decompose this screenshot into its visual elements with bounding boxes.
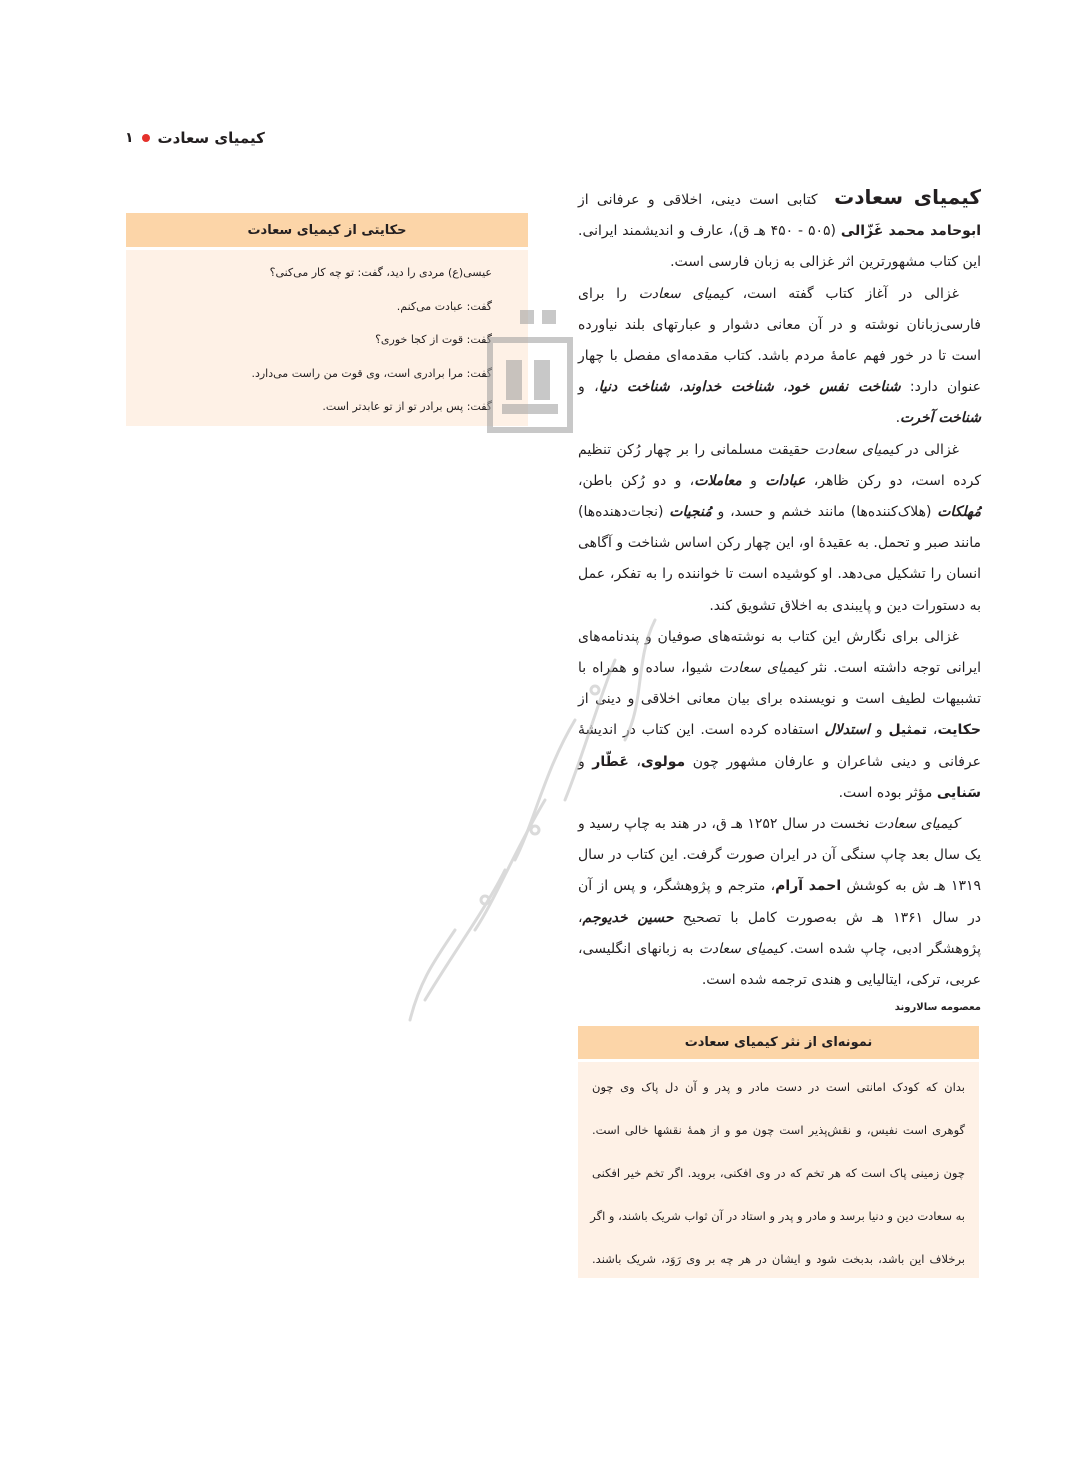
article-author: معصومه سالاروند	[894, 1002, 981, 1014]
author-name: ابوحامد محمد غَزّالی	[840, 223, 981, 240]
sample-line: چون زمینی پاک است که هر تخم که در وی افکنی، بروید. اگر تخم خیر افکنی	[592, 1166, 965, 1180]
story-line: گفت: قوت از کجا خوری؟	[375, 333, 492, 346]
text-run: را برای فارسی‌زبانان نوشته و در آن معانی دشوار و عبارتهای بلند نیاورده است تا در خور فهم عامهٔ مردم باشد. کتاب مقدمه‌ای مفصل با چهار عنوان دارد:	[578, 285, 981, 396]
text-run: غزالی در آغاز کتاب گفته است،	[742, 285, 959, 302]
paragraph-publication	[578, 809, 981, 996]
poet-name: مولوی	[640, 753, 686, 770]
text-run: شیوا، ساده و همراه با تشبیهات لطیف است و نویسنده برای بیان معانی اخلاقی و دینی از	[578, 660, 981, 708]
page-header	[125, 126, 325, 150]
paragraph-purpose	[578, 279, 981, 435]
text-run: استفاده کرده است. این کتاب در اندیشهٔ عرفانی و دینی شاعران و عارفان مشهور چون	[578, 722, 982, 770]
text-run: و	[578, 753, 585, 770]
text-run: به زبانهای انگلیسی، عربی، ترکی، ایتالیایی و هندی ترجمه شده است.	[578, 940, 981, 989]
story-lines	[126, 250, 528, 424]
story-line: گفت: مرا برادری است، وی قوت من راست می‌دارد.	[251, 366, 492, 380]
keyword: معاملات	[694, 472, 742, 489]
text-run: غزالی در	[905, 441, 959, 458]
paragraph-intro	[578, 182, 981, 279]
text-run: (هلاک‌کننده‌ها) مانند خشم و حسد، و	[717, 504, 932, 521]
book-name: کیمیای سعادت	[698, 940, 785, 957]
story-line: گفت: پس برادر تو از تو عابدتر است.	[322, 400, 492, 413]
text-run: حقیقت مسلمانی را بر چهار رُکن تنظیم کرده است، دو رکن ظاهر،	[578, 441, 982, 489]
sample-line: به سعادت دین و دنیا برسد و مادر و پدر و استاد در آن ثواب شریک باشند، و اگر	[590, 1209, 965, 1223]
article-title: کیمیای سعادت	[834, 185, 982, 209]
sample-lines	[578, 1062, 979, 1281]
text-run: مؤثر بوده است.	[838, 784, 933, 801]
text-run: (۵۰۵ - ۴۵۰ هـ ق)، عارف و اندیشمند ایرانی. این کتاب مشهورترین اثر غزالی به زبان فارسی است.	[578, 223, 981, 271]
article-body	[578, 182, 981, 1018]
sample-line: برخلاف این باشد، بدبخت شود و ایشان در هر چه بر وی رَوَد، شریک باشند.	[592, 1252, 965, 1266]
paragraph-pillars	[578, 435, 981, 622]
scholar-name: احمد آرام	[775, 878, 842, 895]
poet-name: سَنایی	[936, 784, 981, 801]
separator: ،	[932, 722, 938, 739]
story-box-title: حکایتی از کیمیای سعادت	[126, 213, 528, 250]
text-run: ، مترجم و پژوهشگر، و پس از آن در سال ۱۳۶۱ هـ ش به‌صورت کامل با تصحیح	[578, 878, 981, 926]
text-run: غزالی برای نگارش این کتاب به نوشته‌های صوفیان و پندنامه‌های ایرانی توجه داشته است. نثر	[578, 628, 982, 677]
story-line: گفت: عبادت می‌کنم.	[396, 299, 492, 313]
topic-heading: شناخت دنیا	[598, 379, 670, 396]
text-run: ، پژوهشگر ادبی، چاپ شده است.	[578, 909, 981, 957]
keyword: مُهلکات	[937, 504, 982, 521]
book-name: کیمیای سعادت	[718, 660, 806, 677]
text-run: ، و دو رُکن باطن،	[578, 472, 695, 489]
sample-prose-box	[578, 1026, 979, 1278]
poet-name: عَطّار	[592, 753, 629, 770]
text-run: کتابی است دینی، اخلاقی و عرفانی از	[578, 192, 818, 208]
book-name: کیمیای سعادت	[873, 816, 960, 833]
sample-line: بدان که کودک امانتی است در دست مادر و پدر و آن دل پاک وی چون	[592, 1080, 965, 1094]
separator: ،	[636, 753, 641, 770]
keyword: استدلال	[824, 722, 870, 739]
text-run: و	[875, 722, 883, 739]
running-title: کیمیای سعادت	[157, 129, 265, 147]
story-line: عیسی(ع) مردی را دید، گفت: تو چه کار می‌کنی؟	[269, 266, 492, 279]
keyword: مُنجیات	[669, 504, 712, 521]
text-run: نخست در سال ۱۲۵۲ هـ ق، در هند به چاپ رسید و یک سال بعد چاپ سنگی آن در ایران صورت گرفت. این کتاب در سال ۱۳۱۹ هـ ش به کوشش	[578, 816, 982, 895]
keyword: حکایت	[937, 722, 982, 739]
separator: ، و	[578, 379, 599, 396]
keyword: عبادات	[765, 472, 806, 489]
topic-heading: شناخت خداوند	[683, 379, 774, 396]
sample-box-title: نمونه‌ای از نثر کیمیای سعادت	[578, 1026, 979, 1062]
separator: ،	[783, 379, 788, 396]
topic-heading: شناخت آخرت	[900, 410, 981, 427]
story-box	[126, 213, 528, 426]
bullet-dot-icon	[142, 134, 150, 142]
keyword: تمثیل	[888, 722, 928, 739]
paragraph-style	[578, 622, 981, 809]
topic-heading: شناخت نفس خود	[787, 379, 901, 396]
separator: .	[895, 410, 901, 427]
separator: ،	[678, 379, 684, 396]
text-run: (نجات‌دهنده‌ها) مانند صبر و تحمل. به عقیدهٔ او، این چهار رکن اساس شناخت و آگاهی انسان را تشکیل می‌دهد. او کوشیده است تا خواننده را به تفکر، عمل به دستورات دین و پایبندی به اخلاق تشویق کند.	[578, 504, 981, 614]
scholar-name: حسین خدیوجم	[582, 909, 674, 926]
page-number: ۱	[125, 130, 134, 146]
book-name: کیمیای سعادت	[814, 441, 901, 458]
book-name: کیمیای سعادت	[638, 285, 731, 302]
sample-line: گوهری است نفیس، و نقش‌پذیر است چون مو و از همهٔ نقشها خالی است.	[592, 1123, 965, 1137]
text-run: و	[750, 472, 757, 489]
